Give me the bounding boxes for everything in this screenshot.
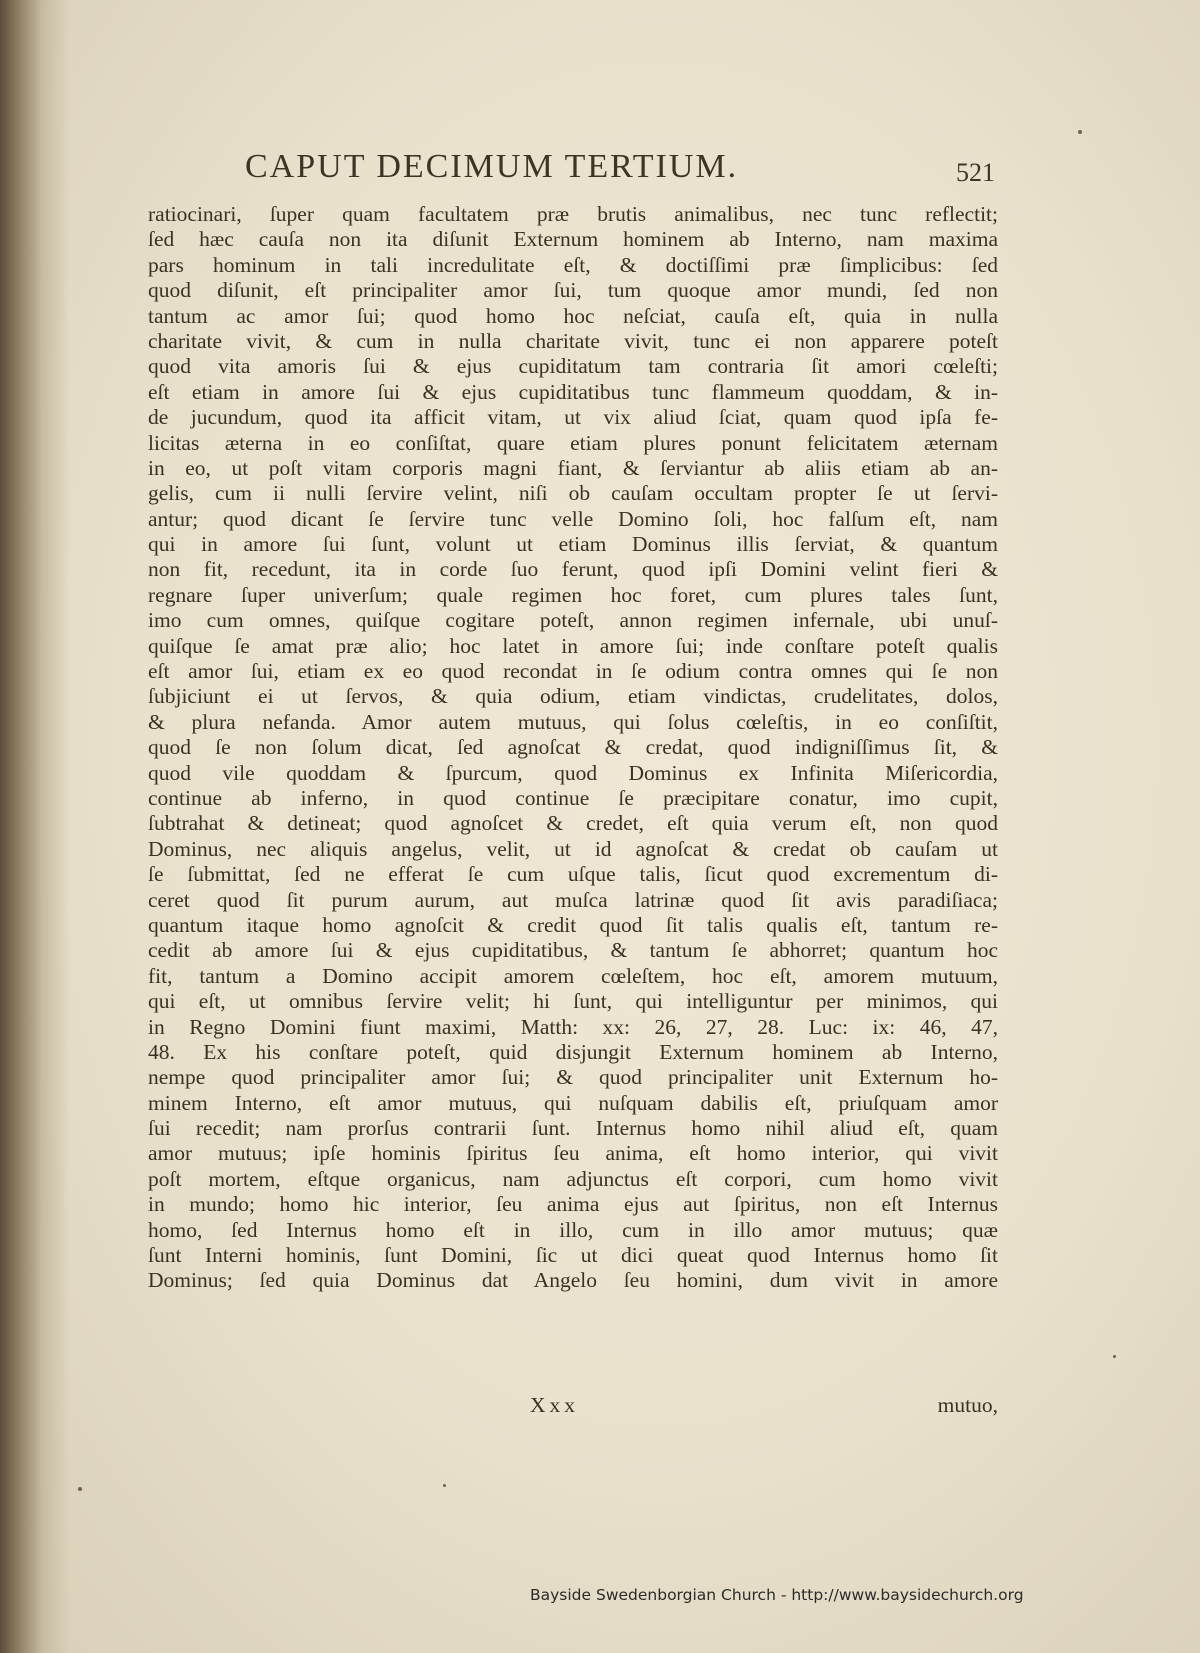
- page-number: 521: [956, 158, 995, 187]
- source-watermark: Bayside Swedenborgian Church - http://www.baysidechurch.org: [530, 1586, 1024, 1604]
- text-line: eſt amor ſui, etiam ex eo quod recondat in ſe odium contra omnes qui ſe non: [148, 659, 998, 684]
- text-line: nempe quod principaliter amor ſui; & quod principaliter unit Externum ho-: [148, 1065, 998, 1090]
- text-line: eſt etiam in amore ſui & ejus cupiditatibus tunc flammeum quoddam, & in-: [148, 379, 998, 404]
- body-text: [148, 202, 998, 1294]
- text-line: antur; quod dicant ſe ſervire tunc velle Domino ſoli, hoc falſum eſt, nam: [148, 506, 998, 531]
- text-line: quod vile quoddam & ſpurcum, quod Dominus ex Infinita Miſericordia,: [148, 760, 998, 785]
- text-line: quiſque ſe amat præ alio; hoc latet in amore ſui; inde conſtare poteſt qualis: [148, 633, 998, 658]
- page-header: [245, 148, 995, 192]
- text-line: in mundo; homo hic interior, ſeu anima ejus aut ſpiritus, non eſt Internus: [148, 1192, 998, 1217]
- ink-speck: [443, 1484, 446, 1487]
- text-line: ſubjiciunt ei ut ſervos, & quia odium, etiam vindictas, crudelitates, dolos,: [148, 684, 998, 709]
- text-line: regnare ſuper univerſum; quale regimen hoc foret, cum plures tales ſunt,: [148, 582, 998, 607]
- text-line: ceret quod ſit purum aurum, aut muſca latrinæ quod ſit avis paradiſiaca;: [148, 887, 998, 912]
- text-line: minem Interno, eſt amor mutuus, qui nuſquam dabilis eſt, priuſquam amor: [148, 1090, 998, 1115]
- ink-speck: [1078, 130, 1082, 134]
- text-line: homo, ſed Internus homo eſt in illo, cum in illo amor mutuus; quæ: [148, 1217, 998, 1242]
- text-line: charitate vivit, & cum in nulla charitate vivit, tunc ei non apparere poteſt: [148, 328, 998, 353]
- text-line: ſe ſubmittat, ſed ne efferat ſe cum uſque talis, ſicut quod excrementum di-: [148, 862, 998, 887]
- running-title: CAPUT DECIMUM TERTIUM.: [245, 148, 739, 185]
- text-line: Dominus; ſed quia Dominus dat Angelo ſeu homini, dum vivit in amore: [148, 1268, 998, 1293]
- text-line: qui in amore ſui ſunt, volunt ut etiam Dominus illis ſerviat, & quantum: [148, 532, 998, 557]
- text-line: ſunt Interni hominis, ſunt Domini, ſic ut dici queat quod Internus homo ſit: [148, 1243, 998, 1268]
- text-line: quantum itaque homo agnoſcit & credit quod ſit talis qualis eſt, tantum re-: [148, 912, 998, 937]
- ink-speck: [1113, 1355, 1116, 1358]
- page-footer: [148, 1393, 998, 1421]
- ink-speck: [78, 1487, 82, 1491]
- text-line: gelis, cum ii nulli ſervire velint, niſi ob cauſam occultam propter ſe ut ſervi-: [148, 481, 998, 506]
- text-line: quod diſunit, eſt principaliter amor ſui, tum quoque amor mundi, ſed non: [148, 278, 998, 303]
- catchword: mutuo,: [937, 1393, 998, 1417]
- text-line: tantum ac amor ſui; quod homo hoc neſciat, cauſa eſt, quia in nulla: [148, 303, 998, 328]
- text-line: de jucundum, quod ita afficit vitam, ut vix aliud ſciat, quam quod ipſa fe-: [148, 405, 998, 430]
- text-line: quod ſe non ſolum dicat, ſed agnoſcat & credat, quod indigniſſimus ſit, &: [148, 735, 998, 760]
- text-line: ſed hæc cauſa non ita diſunit Externum hominem ab Interno, nam maxima: [148, 227, 998, 252]
- text-line: non fit, recedunt, ita in corde ſuo ferunt, quod ipſi Domini velint fieri &: [148, 557, 998, 582]
- text-line: cedit ab amore ſui & ejus cupiditatibus, & tantum ſe abhorret; quantum hoc: [148, 938, 998, 963]
- text-line: in eo, ut poſt vitam corporis magni fiant, & ſerviantur ab aliis etiam ab an-: [148, 455, 998, 480]
- text-line: ſui recedit; nam prorſus contrarii ſunt. Internus homo nihil aliud eſt, quam: [148, 1116, 998, 1141]
- text-line: in Regno Domini fiunt maximi, Matth: xx: 26, 27, 28. Luc: ix: 46, 47,: [148, 1014, 998, 1039]
- binding-gutter: [0, 0, 70, 1653]
- text-line: & plura nefanda. Amor autem mutuus, qui ſolus cœleſtis, in eo conſiſtit,: [148, 709, 998, 734]
- text-line: licitas æterna in eo conſiſtat, quare etiam plures ponunt felicitatem æternam: [148, 430, 998, 455]
- text-line: poſt mortem, eſtque organicus, nam adjunctus eſt corpori, cum homo vivit: [148, 1166, 998, 1191]
- text-line: quod vita amoris ſui & ejus cupiditatum tam contraria ſit amori cœleſti;: [148, 354, 998, 379]
- text-line: qui eſt, ut omnibus ſervire velit; hi ſunt, qui intelliguntur per minimos, qui: [148, 989, 998, 1014]
- text-line: ſubtrahat & detineat; quod agnoſcet & credet, eſt quia verum eſt, non quod: [148, 811, 998, 836]
- text-line: ratiocinari, ſuper quam facultatem præ brutis animalibus, nec tunc reflectit;: [148, 202, 998, 226]
- text-line: continue ab inferno, in quod continue ſe præcipitare conatur, imo cupit,: [148, 785, 998, 810]
- signature-mark: Xxx: [530, 1393, 580, 1417]
- text-line: fit, tantum a Domino accipit amorem cœleſtem, hoc eſt, amorem mutuum,: [148, 963, 998, 988]
- text-line: Dominus, nec aliquis angelus, velit, ut id agnoſcat & credat ob cauſam ut: [148, 836, 998, 861]
- text-line: imo cum omnes, quiſque cogitare poteſt, annon regimen infernale, ubi unuſ-: [148, 608, 998, 633]
- text-line: pars hominum in tali incredulitate eſt, & doctiſſimi præ ſimplicibus: ſed: [148, 252, 998, 277]
- text-line: amor mutuus; ipſe hominis ſpiritus ſeu anima, eſt homo interior, qui vivit: [148, 1141, 998, 1166]
- text-line: 48. Ex his conſtare poteſt, quid disjungit Externum hominem ab Interno,: [148, 1039, 998, 1064]
